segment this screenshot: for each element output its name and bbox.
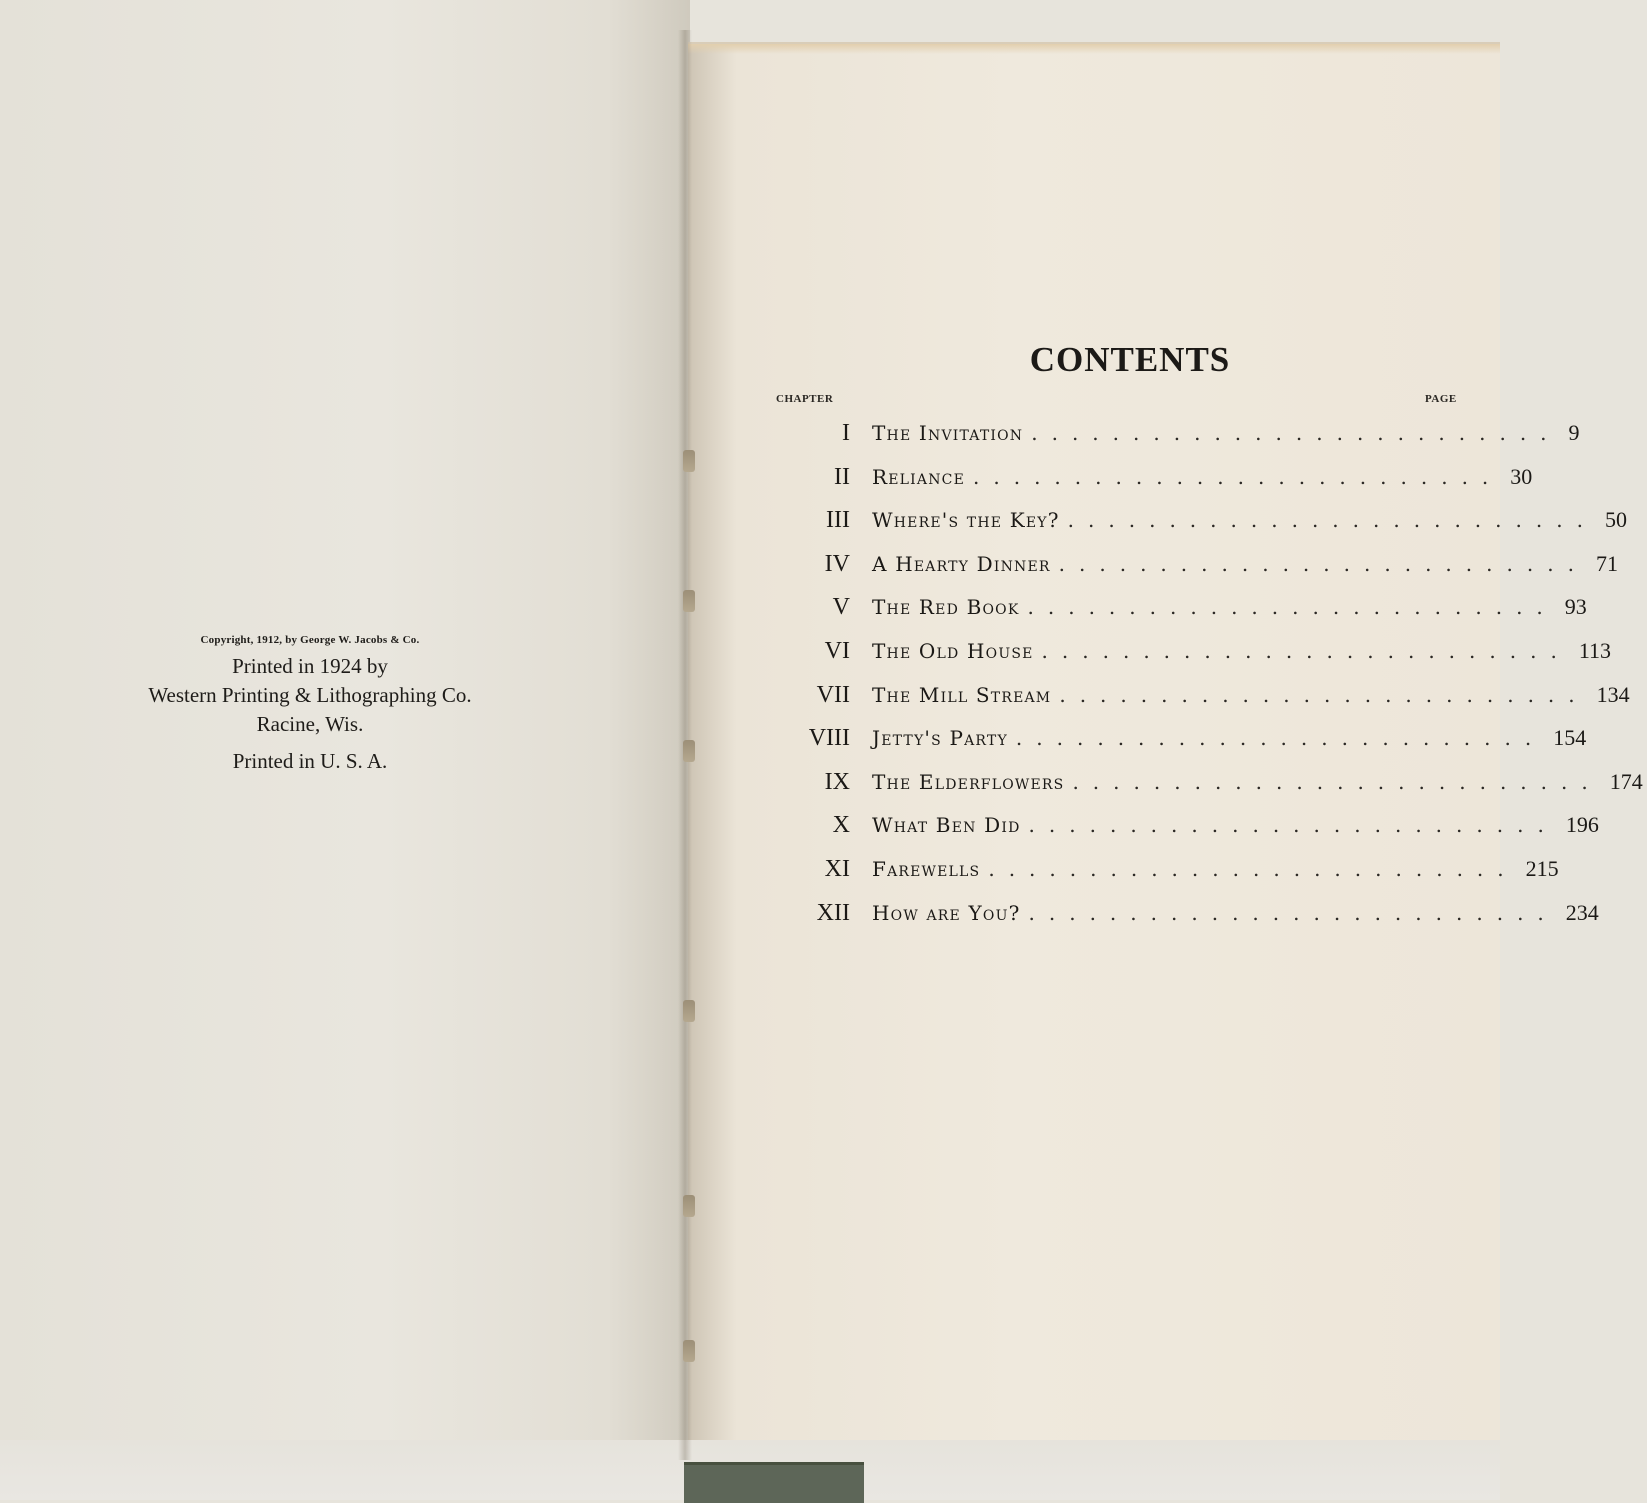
toc-entry bbox=[760, 681, 1630, 726]
printed-in-line: Printed in U. S. A. bbox=[232, 749, 388, 773]
chapter-number: XI bbox=[824, 855, 850, 882]
toc-entry bbox=[760, 855, 1559, 900]
chapter-title: Reliance bbox=[872, 464, 965, 489]
chapter-number: III bbox=[826, 507, 850, 534]
dot-leader: .......................... bbox=[1028, 813, 1558, 838]
chapter-number: IV bbox=[824, 550, 850, 577]
chapter-page: 234 bbox=[1565, 899, 1599, 925]
chapter-number: I bbox=[842, 420, 850, 446]
dot-leader: .......................... bbox=[988, 856, 1518, 881]
page-column-heading: PAGE bbox=[1425, 393, 1457, 405]
chapter-title: The Invitation bbox=[872, 421, 1024, 445]
chapter-page: 50 bbox=[1604, 507, 1627, 533]
chapter-page: 196 bbox=[1565, 812, 1599, 838]
chapter-page: 134 bbox=[1596, 681, 1630, 707]
chapter-page: 215 bbox=[1525, 855, 1559, 881]
chapter-page: 154 bbox=[1553, 725, 1587, 751]
toc-entry bbox=[760, 637, 1612, 682]
chapter-number: XII bbox=[816, 899, 850, 926]
chapter-title: Jetty's Party bbox=[872, 726, 1008, 751]
chapter-number: VII bbox=[816, 681, 850, 708]
chapter-title: The Elderflowers bbox=[872, 769, 1065, 794]
chapter-page: 30 bbox=[1510, 463, 1533, 489]
chapter-number: VI bbox=[824, 637, 850, 664]
chapter-title: The Red Book bbox=[872, 595, 1020, 620]
binding-stitch bbox=[683, 1000, 695, 1022]
toc-entry bbox=[760, 899, 1599, 944]
dot-leader: .......................... bbox=[1027, 595, 1557, 620]
dot-leader: .......................... bbox=[1067, 508, 1597, 533]
dot-leader: .......................... bbox=[1041, 638, 1571, 663]
toc-entry bbox=[760, 812, 1599, 856]
chapter-page: 9 bbox=[1568, 420, 1580, 445]
toc-entry bbox=[760, 594, 1587, 638]
chapter-title: A Hearty Dinner bbox=[872, 551, 1051, 576]
dot-leader: .......................... bbox=[1031, 421, 1561, 445]
dot-leader: .......................... bbox=[1058, 551, 1588, 576]
dot-leader: .......................... bbox=[1015, 726, 1546, 751]
toc-entry bbox=[760, 550, 1618, 595]
chapter-title: The Old House bbox=[872, 638, 1034, 663]
binding-stitch bbox=[683, 590, 695, 612]
chapter-number: II bbox=[834, 463, 850, 490]
chapter-page: 93 bbox=[1564, 594, 1587, 620]
toc-entry bbox=[760, 420, 1580, 464]
chapter-column-heading: CHAPTER bbox=[776, 393, 834, 405]
chapter-number: VIII bbox=[808, 725, 850, 752]
toc-entry bbox=[760, 507, 1627, 551]
printing-line: Printed in 1924 by bbox=[232, 654, 388, 678]
printing-line: Western Printing & Lithographing Co. bbox=[148, 683, 472, 707]
copyright-line: Copyright, 1912, by George W. Jacobs & Co. bbox=[200, 634, 420, 646]
dot-leader: .......................... bbox=[1028, 900, 1558, 925]
imprint-block bbox=[40, 634, 580, 774]
book-cover-edge bbox=[684, 1462, 864, 1503]
chapter-title: Farewells bbox=[872, 856, 981, 881]
chapter-page: 174 bbox=[1609, 768, 1643, 794]
chapter-title: How are You? bbox=[872, 900, 1021, 925]
dot-leader: .......................... bbox=[1059, 682, 1589, 707]
binding-stitch bbox=[683, 1340, 695, 1362]
chapter-number: IX bbox=[824, 768, 850, 795]
chapter-number: V bbox=[832, 594, 850, 621]
toc-entry bbox=[760, 725, 1587, 769]
toc-entry bbox=[760, 768, 1643, 813]
toc-entry bbox=[760, 463, 1533, 508]
binding-stitch bbox=[683, 450, 695, 472]
chapter-number: X bbox=[832, 812, 850, 839]
chapter-page: 113 bbox=[1578, 637, 1612, 663]
contents-list bbox=[760, 420, 1643, 943]
dot-leader: .......................... bbox=[973, 464, 1503, 489]
binding-stitch bbox=[683, 1195, 695, 1217]
chapter-page: 71 bbox=[1595, 550, 1618, 576]
dot-leader: .......................... bbox=[1072, 769, 1602, 794]
printing-line: Racine, Wis. bbox=[256, 712, 364, 736]
binding-stitch bbox=[683, 740, 695, 762]
chapter-title: Where's the Key? bbox=[872, 508, 1060, 533]
contents-title: CONTENTS bbox=[1029, 340, 1231, 379]
chapter-title: The Mill Stream bbox=[872, 682, 1052, 707]
chapter-title: What Ben Did bbox=[872, 813, 1021, 838]
